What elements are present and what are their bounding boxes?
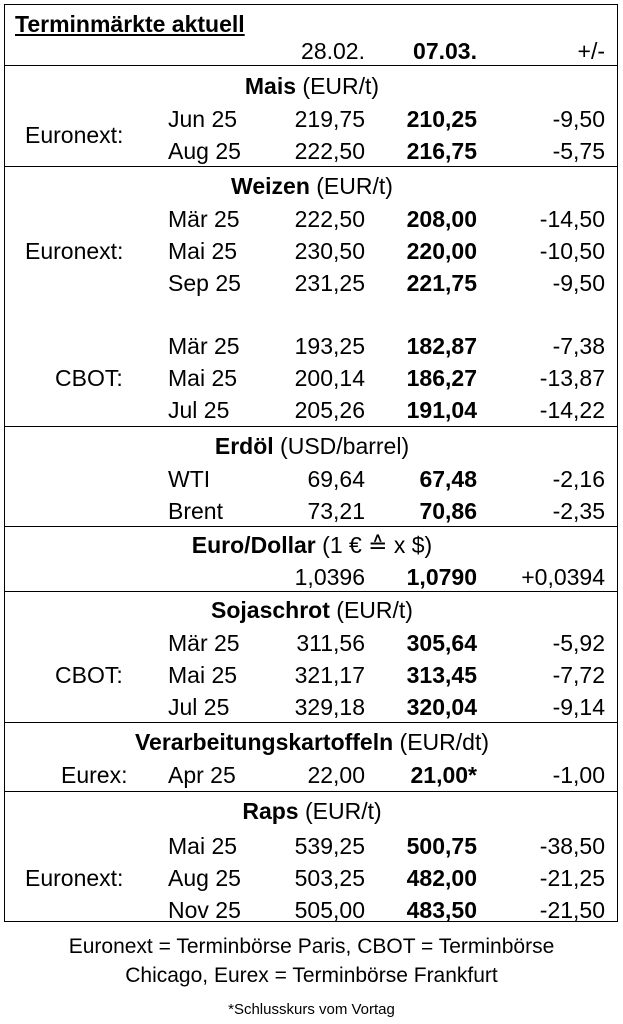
row-term: WTI xyxy=(168,466,211,492)
row-change: -21,25 xyxy=(539,865,605,891)
row-term: Sep 25 xyxy=(168,270,241,296)
row-term: Nov 25 xyxy=(168,897,241,923)
header-date-curr: 07.03. xyxy=(413,38,477,64)
row-term: Jun 25 xyxy=(168,106,238,132)
row-prev: 539,25 xyxy=(294,833,365,859)
section-title-mais: Mais (EUR/t) xyxy=(244,73,380,99)
footnote-line-2: Chicago, Eurex = Terminbörse Frankfurt xyxy=(125,964,498,987)
row-prev: 200,14 xyxy=(294,365,365,391)
exchange-label: CBOT: xyxy=(55,365,123,391)
row-prev: 1,0396 xyxy=(294,564,365,590)
section-title-sojaschrot: Sojaschrot (EUR/t) xyxy=(211,597,413,623)
row-change: -2,35 xyxy=(552,498,605,524)
section-title-erdoel: Erdöl (USD/barrel) xyxy=(214,433,410,459)
divider xyxy=(5,722,617,723)
row-curr: 1,0790 xyxy=(406,564,477,590)
row-prev: 321,17 xyxy=(294,662,365,688)
row-term: Mai 25 xyxy=(168,833,238,859)
row-curr: 500,75 xyxy=(406,833,477,859)
row-term: Mär 25 xyxy=(168,333,240,359)
row-prev: 311,56 xyxy=(296,630,365,656)
row-prev: 503,25 xyxy=(294,865,365,891)
row-term: Jul 25 xyxy=(168,397,230,423)
divider xyxy=(5,791,617,792)
row-prev: 73,21 xyxy=(307,498,365,524)
row-change: -2,16 xyxy=(552,466,605,492)
row-curr: 208,00 xyxy=(406,206,477,232)
footnote-asterisk: *Schlusskurs vom Vortag xyxy=(228,1001,395,1018)
divider xyxy=(5,166,617,167)
row-term: Mai 25 xyxy=(168,238,238,264)
row-curr: 320,04 xyxy=(406,694,477,720)
header-date-prev: 28.02. xyxy=(301,38,365,64)
row-curr: 186,27 xyxy=(406,365,477,391)
table-title: Terminmärkte aktuell xyxy=(15,11,245,37)
row-change: -10,50 xyxy=(539,238,605,264)
row-curr: 67,48 xyxy=(419,466,477,492)
row-curr: 220,00 xyxy=(406,238,477,264)
row-curr: 221,75 xyxy=(406,270,477,296)
section-title-weizen: Weizen (EUR/t) xyxy=(231,173,393,199)
row-prev: 69,64 xyxy=(307,466,365,492)
row-change: +0,0394 xyxy=(521,564,605,590)
header-change: +/- xyxy=(577,38,605,64)
divider xyxy=(5,426,617,427)
row-curr: 483,50 xyxy=(406,897,477,923)
futures-table xyxy=(4,4,618,922)
divider xyxy=(5,526,617,527)
row-change: -1,00 xyxy=(552,762,605,788)
row-curr: 313,45 xyxy=(406,662,477,688)
exchange-label: Euronext: xyxy=(25,122,124,148)
row-prev: 505,00 xyxy=(294,897,365,923)
section-title-eurodollar: Euro/Dollar (1 € ≙ x $) xyxy=(191,532,433,558)
row-change: -14,50 xyxy=(539,206,605,232)
row-change: -7,38 xyxy=(552,333,605,359)
row-prev: 22,00 xyxy=(307,762,365,788)
row-term: Aug 25 xyxy=(168,865,241,891)
row-term: Mär 25 xyxy=(168,206,240,232)
row-curr: 210,25 xyxy=(406,106,477,132)
row-prev: 219,75 xyxy=(294,106,365,132)
row-curr: 191,04 xyxy=(406,397,477,423)
row-term: Mär 25 xyxy=(168,630,240,656)
exchange-label: Euronext: xyxy=(25,865,124,891)
section-title-kartoffeln: Verarbeitungskartoffeln (EUR/dt) xyxy=(134,729,490,755)
row-change: -7,72 xyxy=(552,662,605,688)
row-term: Brent xyxy=(168,498,223,524)
row-curr: 305,64 xyxy=(406,630,477,656)
row-term: Mai 25 xyxy=(168,365,238,391)
row-curr: 21,00* xyxy=(410,762,477,788)
divider xyxy=(5,591,617,592)
row-term: Apr 25 xyxy=(168,762,236,788)
row-change: -9,50 xyxy=(552,106,605,132)
row-change: -9,50 xyxy=(552,270,605,296)
divider xyxy=(5,65,617,66)
exchange-label: Euronext: xyxy=(25,238,124,264)
row-change: -14,22 xyxy=(539,397,605,423)
row-curr: 70,86 xyxy=(419,498,477,524)
row-term: Aug 25 xyxy=(168,138,241,164)
row-curr: 182,87 xyxy=(406,333,477,359)
section-title-raps: Raps (EUR/t) xyxy=(242,798,382,824)
row-curr: 482,00 xyxy=(406,865,477,891)
row-change: -13,87 xyxy=(539,365,605,391)
row-prev: 329,18 xyxy=(294,694,365,720)
row-prev: 231,25 xyxy=(294,270,365,296)
row-prev: 222,50 xyxy=(294,138,365,164)
row-curr: 216,75 xyxy=(406,138,477,164)
row-term: Jul 25 xyxy=(168,694,230,720)
row-change: -9,14 xyxy=(552,694,605,720)
row-change: -5,92 xyxy=(552,630,605,656)
row-prev: 193,25 xyxy=(294,333,365,359)
row-change: -21,50 xyxy=(539,897,605,923)
row-term: Mai 25 xyxy=(168,662,238,688)
row-change: -38,50 xyxy=(539,833,605,859)
row-change: -5,75 xyxy=(552,138,605,164)
exchange-label: Eurex: xyxy=(61,762,128,788)
exchange-label: CBOT: xyxy=(55,662,123,688)
footnote-line-1: Euronext = Terminbörse Paris, CBOT = Terminbörse xyxy=(68,935,555,958)
row-prev: 222,50 xyxy=(294,206,365,232)
row-prev: 230,50 xyxy=(294,238,365,264)
row-prev: 205,26 xyxy=(294,397,365,423)
